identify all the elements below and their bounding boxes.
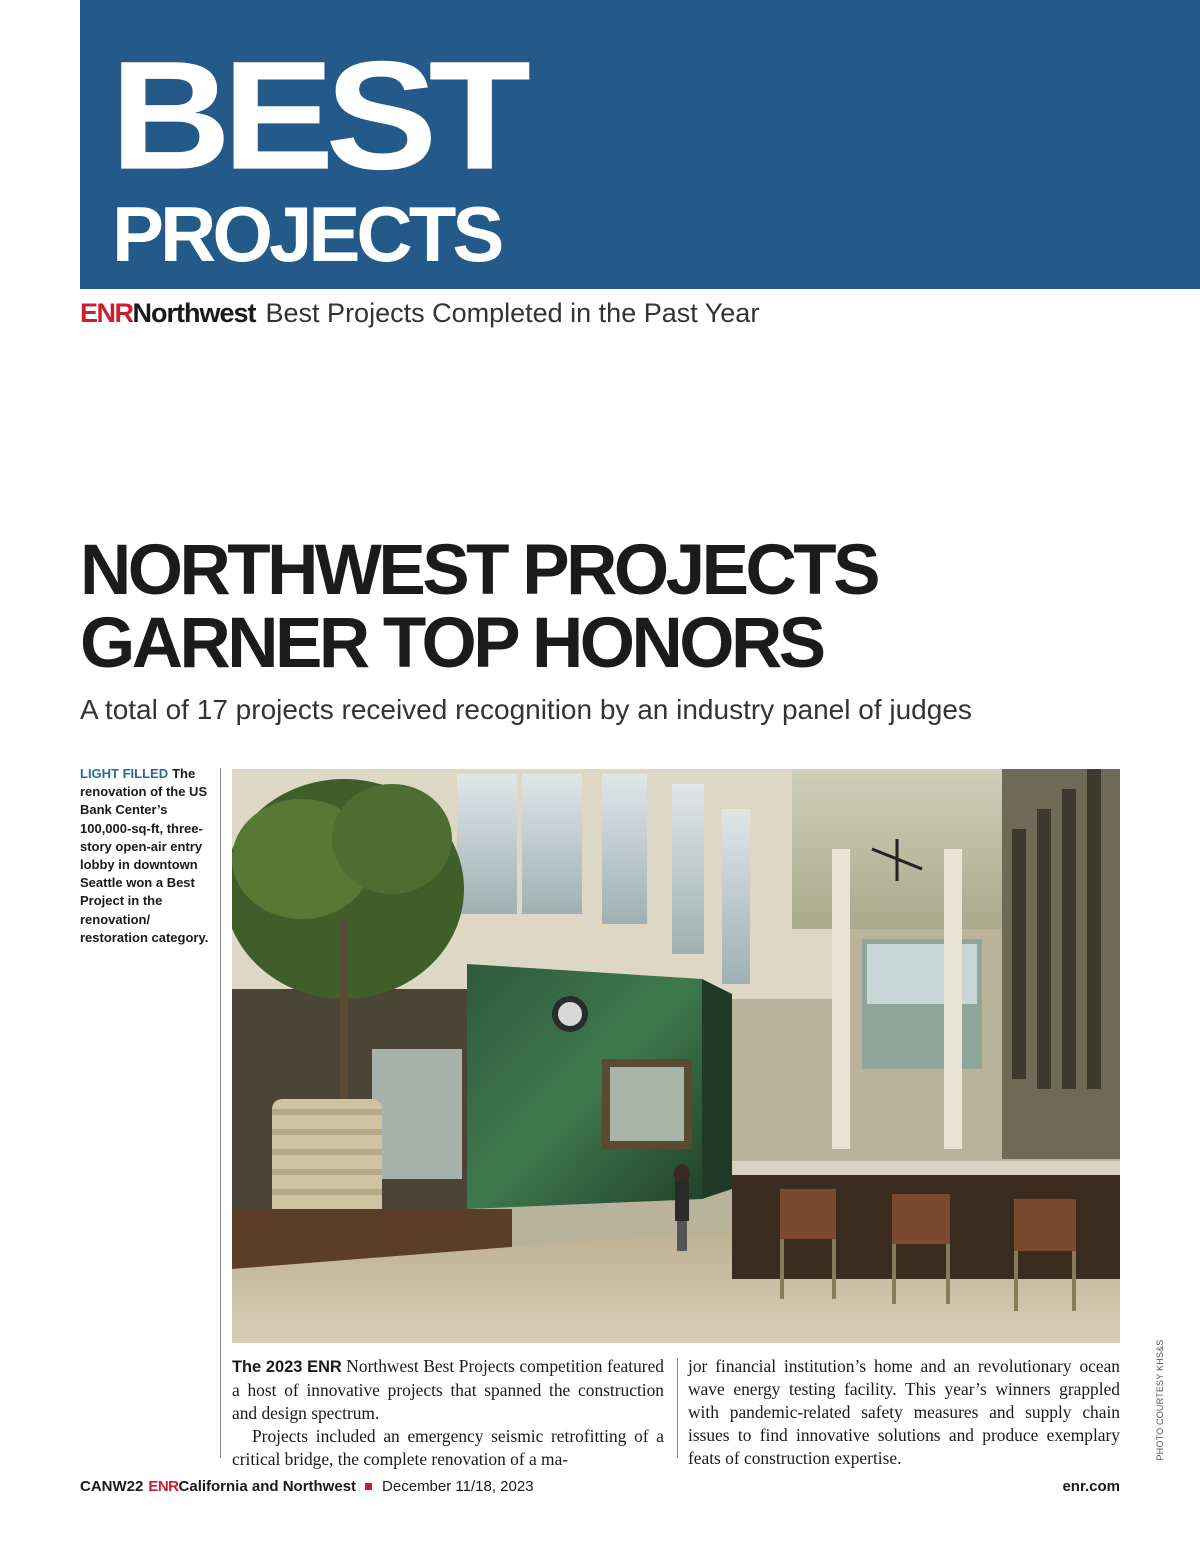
headline-line-2: GARNER TOP HONORS: [80, 604, 823, 683]
masthead-tagline: Best Projects Completed in the Past Year: [265, 298, 760, 328]
article-headline: [80, 531, 1160, 683]
masthead: [80, 298, 759, 334]
masthead-brand-northwest: Northwest: [132, 298, 256, 328]
footer-website: enr.com: [1062, 1477, 1120, 1495]
body-paragraph-2: Projects included an emergency seismic retrofitting of a critical bridge, the complete renovation of a ma-: [232, 1426, 664, 1469]
footer-date: December 11/18, 2023: [382, 1477, 534, 1495]
footer-page-number: CANW22: [80, 1477, 144, 1495]
body-column-1: [232, 1355, 664, 1471]
masthead-brand-enr: ENR: [80, 298, 133, 328]
photo-credit: [1150, 1340, 1170, 1460]
article-dek: A total of 17 projects received recognition by an industry panel of judges: [80, 694, 972, 725]
photo-credit-text: PHOTO COURTESY KHS&S: [1155, 1339, 1165, 1461]
photo-caption: [80, 765, 210, 947]
body-lead-in: The 2023 ENR: [232, 1358, 342, 1376]
footer-brand-enr: ENR: [148, 1477, 179, 1495]
column-rule-left: [220, 768, 221, 1458]
banner-title-best: BEST: [110, 28, 523, 202]
body-column-2: [688, 1355, 1120, 1470]
banner-title-projects: PROJECTS: [112, 190, 501, 278]
caption-lead-in: LIGHT FILLED: [80, 766, 169, 781]
body-paragraph-1: [232, 1355, 664, 1425]
footer-publication: California and Northwest: [178, 1477, 357, 1495]
headline-line-1: NORTHWEST PROJECTS: [80, 531, 877, 610]
lobby-photo: [232, 769, 1120, 1343]
column-rule-middle: [677, 1358, 678, 1458]
footer-separator-square: [365, 1483, 372, 1490]
caption-text: The renovation of the US Bank Center’s 100,000-sq-ft, three-story open-air entry lobby in downtown Seattle won a Best Project in the renovation/ restoration category.: [80, 766, 209, 945]
body-paragraph-2-continued: jor financial institution’s home and an revolutionary ocean wave energy testing facility. This year’s winners grappled with pandemic-related safety measures and supply chain issues to find innovative solutions and produce exemplary feats of construction expertise.: [688, 1356, 1120, 1468]
body-paragraph-1-text: Northwest Best Projects competition featured a host of innovative projects that spanned the construction and design spectrum.: [232, 1356, 664, 1423]
section-banner: [80, 0, 1200, 289]
page-footer: [80, 1475, 1120, 1497]
